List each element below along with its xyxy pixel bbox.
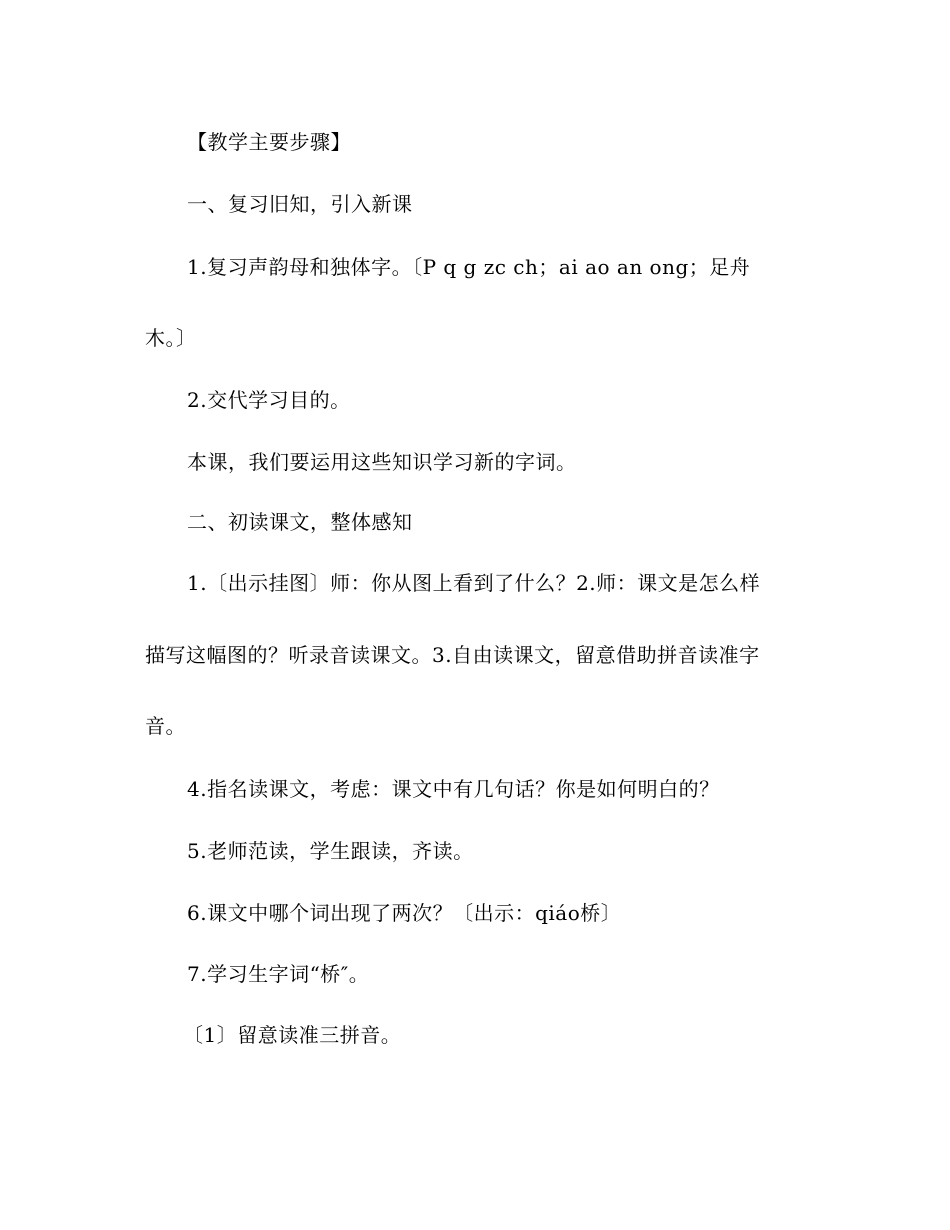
paragraph-line: 音。 [145, 714, 186, 738]
paragraph-line: 描写这幅图的？听录音读课文。3.自由读课文，留意借助拼音读准字 [145, 643, 760, 667]
paragraph-line: 4.指名读课文，考虑：课文中有几句话？你是如何明白的？ [187, 777, 720, 801]
paragraph-line: 二、初读课文，整体感知 [187, 510, 413, 534]
paragraph-line: 5.老师范读，学生跟读，齐读。 [187, 839, 474, 863]
paragraph-line: 1.复习声韵母和独体字。〔P q g zc ch；ai ao an ong；足舟 [187, 255, 751, 279]
paragraph-line: 〔1〕留意读准三拼音。 [183, 1023, 402, 1047]
paragraph-line: 7.学习生字词“桥″。 [187, 962, 370, 986]
paragraph-line: 一、复习旧知，引入新课 [187, 192, 413, 216]
paragraph-line: 本课，我们要运用这些知识学习新的字词。 [187, 450, 577, 474]
paragraph-line: 6.课文中哪个词出现了两次？〔出示：qiáo桥〕 [187, 901, 622, 925]
paragraph-line: 1.〔出示挂图〕师：你从图上看到了什么？2.师：课文是怎么样 [187, 571, 761, 595]
paragraph-line: 木。〕 [145, 326, 197, 350]
section-heading: 【教学主要步骤】 [187, 130, 351, 154]
paragraph-line: 2.交代学习目的。 [187, 388, 351, 412]
